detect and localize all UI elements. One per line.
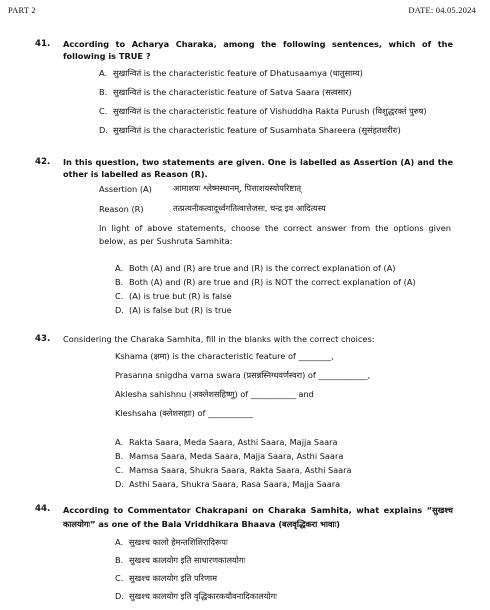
option-text: (A) is true but (R) is false bbox=[129, 291, 232, 301]
q43-option-c[interactable] bbox=[115, 465, 352, 475]
option-label: C. bbox=[99, 106, 108, 116]
reason-label: Reason (R) bbox=[99, 204, 144, 214]
blank-line-4: Kleshsaha (क्लेशसहाः) of ___________ bbox=[115, 408, 253, 418]
option-label: A. bbox=[115, 263, 124, 273]
q41-option-d[interactable] bbox=[99, 125, 401, 136]
assertion-label: Assertion (A) bbox=[99, 184, 152, 194]
option-text: सुखश्च कालयोग इति साधारणकालयोगः bbox=[129, 555, 246, 565]
question-number: 44. bbox=[35, 504, 51, 514]
question-text: In this question, two statements are given. One is labelled as Assertion (A) and the other is labelled as Reason (R). bbox=[63, 157, 453, 179]
option-label: C. bbox=[115, 573, 124, 583]
option-text: सुखान्वितं is the characteristic feature of Susamhata Shareera (सुसंहतशरीरः) bbox=[113, 125, 401, 135]
option-label: B. bbox=[99, 87, 108, 97]
option-text: सुखश्च कालयोग इति वृद्धिकारकयौवनादिकालयोगः bbox=[129, 591, 277, 601]
option-text: Both (A) and (R) are true and (R) is NOT the correct explanation of (A) bbox=[129, 277, 416, 287]
option-label: B. bbox=[115, 277, 124, 287]
option-text: सुखश्च कालयोग इति परिणाम bbox=[129, 573, 218, 583]
option-text: सुखान्वितं is the characteristic feature of Dhatusaamya (धातुसाम्य) bbox=[113, 68, 363, 78]
q42-option-b[interactable] bbox=[115, 277, 416, 287]
option-text: Mamsa Saara, Meda Saara, Majja Saara, Asthi Saara bbox=[129, 451, 344, 461]
question-44 bbox=[35, 503, 453, 531]
q41-option-b[interactable] bbox=[99, 87, 352, 98]
option-label: C. bbox=[115, 465, 124, 475]
reason-text: तत्प्रत्यनीकत्वादूर्ध्वगतित्वात्तेजसः, चन्द्र इव आदित्यस्य bbox=[173, 203, 326, 213]
option-text: सुखश्च कालो हेमन्तशिशिरादिरूपः bbox=[129, 537, 228, 547]
question-text: Considering the Charaka Samhita, fill in the blanks with the correct choices: bbox=[63, 334, 375, 344]
q43-option-a[interactable] bbox=[115, 437, 338, 447]
option-label: D. bbox=[115, 479, 124, 489]
question-text: According to Commentator Chakrapani on Charaka Samhita, what explains “सुखश्च कालयोगः” as one of the Bala Vriddhikara Bhaava (बलवृद्धिकरा भावाः) bbox=[63, 505, 453, 529]
option-text: सुखान्वितं is the characteristic feature of Vishuddha Rakta Purush (विशुद्धरक्तं पुरुष) bbox=[113, 106, 427, 116]
option-label: D. bbox=[115, 591, 124, 601]
option-text: (A) is false but (R) is true bbox=[129, 305, 232, 315]
q42-option-a[interactable] bbox=[115, 263, 396, 273]
question-43 bbox=[35, 333, 453, 345]
blank-line-3: Aklesha sahishnu (अक्लेशसहिष्णु) of ___________ and bbox=[115, 389, 314, 399]
q44-option-c[interactable] bbox=[115, 573, 217, 584]
question-number: 42. bbox=[35, 157, 51, 167]
option-label: C. bbox=[115, 291, 124, 301]
option-label: A. bbox=[115, 437, 124, 447]
question-text: According to Acharya Charaka, among the following sentences, which of the following is TRUE ? bbox=[63, 39, 453, 61]
option-text: Mamsa Saara, Shukra Saara, Rakta Saara, Asthi Saara bbox=[129, 465, 352, 475]
instruction-text: In light of above statements, choose the correct answer from the options given below, as per Sushruta Samhita: bbox=[99, 223, 451, 246]
part-label: PART 2 bbox=[8, 5, 36, 15]
q44-option-b[interactable] bbox=[115, 555, 245, 566]
q42-option-d[interactable] bbox=[115, 305, 232, 315]
assertion-text: आमाशयः श्लेष्मस्थानम्, पित्ताशयस्योपरिष्टात् bbox=[173, 183, 301, 193]
question-41 bbox=[35, 38, 453, 62]
question-number: 41. bbox=[35, 39, 51, 49]
option-text: Both (A) and (R) are true and (R) is the correct explanation of (A) bbox=[129, 263, 396, 273]
q43-option-d[interactable] bbox=[115, 479, 340, 489]
option-label: B. bbox=[115, 451, 124, 461]
option-label: D. bbox=[99, 125, 108, 135]
q44-option-a[interactable] bbox=[115, 537, 228, 548]
option-label: A. bbox=[115, 537, 124, 547]
option-text: Asthi Saara, Shukra Saara, Rasa Saara, Majja Saara bbox=[129, 479, 341, 489]
option-label: D. bbox=[115, 305, 124, 315]
q41-option-a[interactable] bbox=[99, 68, 363, 79]
q41-option-c[interactable] bbox=[99, 106, 427, 117]
blank-line-1: Kshama (क्षमा) is the characteristic feature of ________, bbox=[115, 351, 334, 361]
q43-option-b[interactable] bbox=[115, 451, 343, 461]
option-text: सुखान्वितं is the characteristic feature of Satva Saara (सत्वसार) bbox=[113, 87, 352, 97]
question-42 bbox=[35, 156, 453, 180]
blank-line-2: Prasanna snigdha varna swara (प्रसन्नस्निग्धवर्णस्वरा) of ____________, bbox=[115, 370, 371, 380]
question-number: 43. bbox=[35, 334, 51, 344]
q44-option-d[interactable] bbox=[115, 591, 277, 602]
option-label: A. bbox=[99, 68, 108, 78]
option-text: Rakta Saara, Meda Saara, Asthi Saara, Majja Saara bbox=[129, 437, 338, 447]
date-label: DATE: 04.05.2024 bbox=[408, 5, 476, 15]
q42-option-c[interactable] bbox=[115, 291, 232, 301]
option-label: B. bbox=[115, 555, 124, 565]
